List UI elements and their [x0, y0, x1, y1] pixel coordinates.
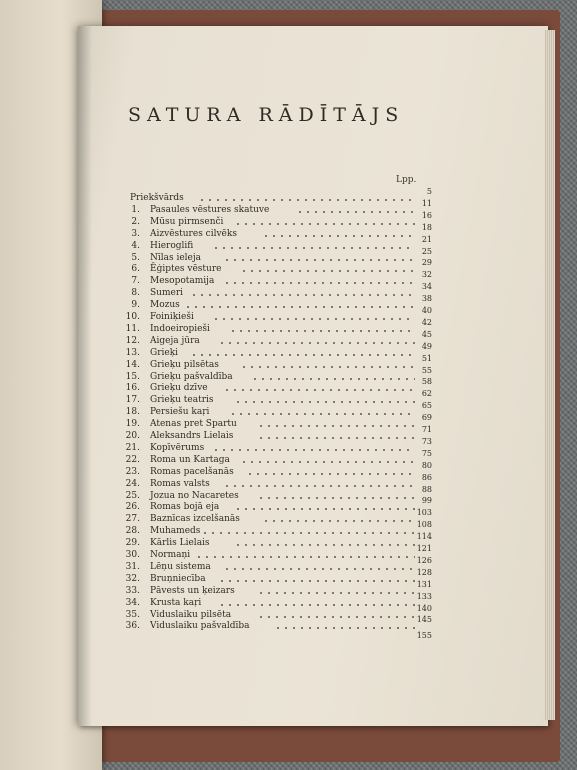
toc-entry-number: 9.: [131, 300, 140, 311]
toc-entry-page-number: 86: [421, 472, 432, 482]
toc-entry-number: 4.: [131, 240, 140, 251]
toc-entry-page-number: 42: [421, 317, 432, 327]
leader-dots: [229, 330, 415, 332]
toc-entry-title: Grieķu pilsētas: [150, 359, 219, 370]
toc-entry-title: Grieķu pašvaldība: [150, 371, 233, 382]
toc-entry-number: 18.: [125, 407, 140, 418]
leader-dots: [240, 366, 415, 368]
toc-entry-number: 1.: [131, 204, 140, 215]
leader-dots: [190, 294, 415, 296]
toc-entry-title: Mesopotamija: [150, 276, 215, 287]
leader-dots: [223, 282, 415, 284]
toc-entry-page-number: 131: [416, 579, 432, 589]
leader-dots: [274, 627, 415, 629]
toc-entry-number: 36.: [125, 621, 140, 632]
toc-entry-number: 12.: [125, 335, 140, 346]
toc-entry-page-number: 128: [416, 567, 432, 577]
toc-entry-page-number: 114: [416, 532, 432, 542]
toc-entry-title: Hieroglifi: [150, 240, 194, 251]
toc-entry-number: 7.: [131, 276, 140, 287]
toc-entry-page-number: 69: [421, 413, 432, 423]
toc-entry-number: 23.: [125, 466, 140, 477]
toc-entry-page-number: 25: [421, 246, 432, 256]
toc-entry-number: 13.: [125, 347, 140, 358]
toc-entry-title: Lēņu sistema: [150, 561, 211, 572]
page-edges: [545, 30, 555, 720]
leader-dots: [201, 532, 415, 534]
toc-entry-page-number: 32: [421, 270, 432, 280]
toc-entry-page-number: 99: [421, 496, 432, 506]
toc-entry-title: Nīlas ieleja: [150, 252, 202, 263]
toc-entry-title: Mozus: [150, 300, 180, 311]
toc-entry-number: 27.: [125, 514, 140, 525]
toc-entry-number: 6.: [131, 264, 140, 275]
toc-entry-page-number: 73: [421, 436, 432, 446]
toc-entry-number: 14.: [125, 359, 140, 370]
leader-dots: [195, 556, 415, 558]
leader-dots: [246, 473, 415, 475]
toc-entry-title: Aigeja jūra: [150, 335, 200, 346]
toc-entry-title: Normaņi: [150, 550, 191, 560]
toc-entry-page-number: 45: [421, 329, 432, 339]
toc-entry-page-number: 126: [416, 555, 432, 565]
toc-entry-page-number: 49: [421, 341, 432, 351]
toc-entry-page-number: 34: [421, 282, 432, 292]
toc-entry-number: 10.: [125, 312, 140, 322]
toc-entry-number: 3.: [131, 228, 140, 239]
toc-entry-page-number: 58: [421, 377, 432, 387]
toc-entry-title: Bruņniecība: [150, 573, 206, 584]
toc-entry-title: Romas pacelšanās: [150, 466, 234, 477]
leader-dots: [223, 568, 415, 570]
toc-entry-page-number: 21: [421, 234, 432, 244]
toc-entry-title: Roma un Kartaga: [150, 454, 230, 465]
toc-entry-title: Atenas pret Spartu: [150, 419, 237, 430]
leader-dots: [223, 485, 415, 487]
toc-entry-number: 28.: [125, 526, 140, 537]
leader-dots: [212, 247, 415, 249]
toc-entry-title: Indoeiropieši: [150, 323, 210, 334]
leader-dots: [212, 449, 415, 451]
toc-entry-page-number: 11: [421, 198, 432, 208]
toc-entry-page-number: 38: [421, 294, 432, 304]
toc-entry-title: Baznīcas izcelšanās: [150, 514, 240, 525]
page-title: SATURA RĀDĪTĀJS: [128, 104, 405, 126]
toc-entry-page-number: 155: [416, 631, 432, 641]
toc-entry-number: 20.: [125, 431, 140, 441]
toc-entry-number: 33.: [125, 585, 140, 596]
toc-entry-title: Persiešu kaŗi: [150, 407, 210, 418]
toc-entry-page-number: 108: [416, 520, 432, 530]
leader-dots: [218, 604, 415, 606]
toc-entry-title: Pāvests un ķeizars: [150, 585, 235, 596]
toc-entry-number: 15.: [125, 371, 140, 382]
leader-dots: [212, 318, 415, 320]
toc-entry-title: Romas valsts: [150, 478, 210, 489]
leader-dots: [198, 199, 415, 201]
toc-entry-title: Viduslaiku pilsēta: [150, 609, 232, 620]
toc-entry-title: Grieķu teatris: [150, 395, 214, 406]
toc-entry-title: Aizvēstures cilvēks: [150, 228, 237, 239]
toc-entry-number: 32.: [125, 573, 140, 584]
toc-entry-number: 31.: [125, 561, 140, 572]
toc-entry-number: 17.: [125, 395, 140, 406]
toc-entry-title: Jozua no Nacaretes: [150, 490, 239, 501]
toc-entry-title: Pasaules vēstures skatuve: [150, 204, 270, 215]
page-gutter-shadow: [78, 26, 92, 726]
toc-entry-title: Mūsu pirmsenči: [150, 216, 224, 227]
toc-entry-number: 21.: [125, 442, 140, 453]
leader-dots: [251, 378, 415, 380]
leader-dots: [234, 223, 415, 225]
toc-entry-page-number: 75: [421, 448, 432, 458]
toc-entry-number: 22.: [125, 454, 140, 465]
toc-entry-title: Aleksandrs Lielais: [150, 431, 234, 441]
toc-entry-page-number: 121: [416, 544, 432, 553]
leader-dots: [223, 389, 415, 391]
toc-entry-page-number: 71: [421, 425, 432, 434]
leader-dots: [234, 401, 415, 403]
toc-entry-title: Grieķi: [150, 347, 179, 358]
toc-entry-page-number: 140: [416, 603, 432, 613]
toc-entry-title: Viduslaiku pašvaldība: [150, 621, 250, 632]
toc-entry-number: 11.: [125, 323, 140, 334]
toc-entry-title: Kārlis Lielais: [150, 538, 210, 549]
toc-entry-page-number: 40: [421, 306, 432, 315]
toc-entry-page-number: 133: [416, 591, 432, 601]
toc-entry-title: Foiniķieši: [150, 312, 194, 322]
toc-entry-number: 5.: [131, 252, 140, 263]
toc-entry-number: 2.: [131, 216, 140, 227]
toc-entry-title: Ēģiptes vēsture: [150, 264, 222, 275]
toc-entry-title: Priekšvārds: [130, 193, 184, 203]
leader-dots: [234, 544, 415, 546]
page-column-header: Lpp.: [396, 175, 417, 185]
toc-entry-page-number: 18: [421, 222, 432, 232]
toc-entry-title: Krusta kaŗi: [150, 597, 202, 608]
leader-dots: [240, 270, 415, 272]
toc-entry-title: Muhameds: [150, 526, 201, 537]
toc-entry-number: 34.: [125, 597, 140, 608]
toc-entry-page-number: 145: [416, 615, 432, 625]
toc-entry-title: Romas bojā eja: [150, 502, 220, 513]
toc-entry-number: 30.: [125, 550, 140, 560]
toc-entry-page-number: 51: [421, 353, 432, 363]
toc-entry-page-number: 80: [421, 460, 432, 470]
toc-entry-page-number: 103: [416, 508, 432, 518]
toc-entry-number: 8.: [131, 288, 140, 299]
toc-entry-page-number: 29: [421, 258, 432, 268]
leader-dots: [240, 461, 415, 463]
toc-entry-number: 24.: [125, 478, 140, 489]
toc-entry-page-number: 62: [421, 389, 432, 399]
toc-entry-page-number: 55: [421, 365, 432, 375]
toc-entry-title: Grieķu dzīve: [150, 383, 208, 394]
toc-entry-number: 29.: [125, 538, 140, 549]
leader-dots: [184, 306, 415, 308]
toc-entry: [130, 631, 432, 646]
toc-entry-number: 26.: [125, 502, 140, 513]
leader-dots: [223, 259, 415, 261]
toc-entry-title: Kopīvērums: [150, 442, 205, 453]
toc-entry-title: Sumeri: [150, 288, 184, 299]
leader-dots: [190, 354, 415, 356]
leader-dots: [218, 342, 415, 344]
toc-entry-page-number: 5: [426, 187, 432, 196]
toc-entry-page-number: 16: [421, 210, 432, 220]
toc-entry-page-number: 88: [421, 484, 432, 494]
toc-entry-page-number: 65: [421, 401, 432, 411]
toc-entry-number: 19.: [125, 419, 140, 430]
leader-dots: [234, 508, 415, 510]
toc-entry-number: 35.: [125, 609, 140, 620]
leader-dots: [218, 580, 415, 582]
toc-entry-number: 16.: [125, 383, 140, 394]
leader-dots: [229, 413, 415, 415]
toc-entry-number: 25.: [125, 490, 140, 501]
